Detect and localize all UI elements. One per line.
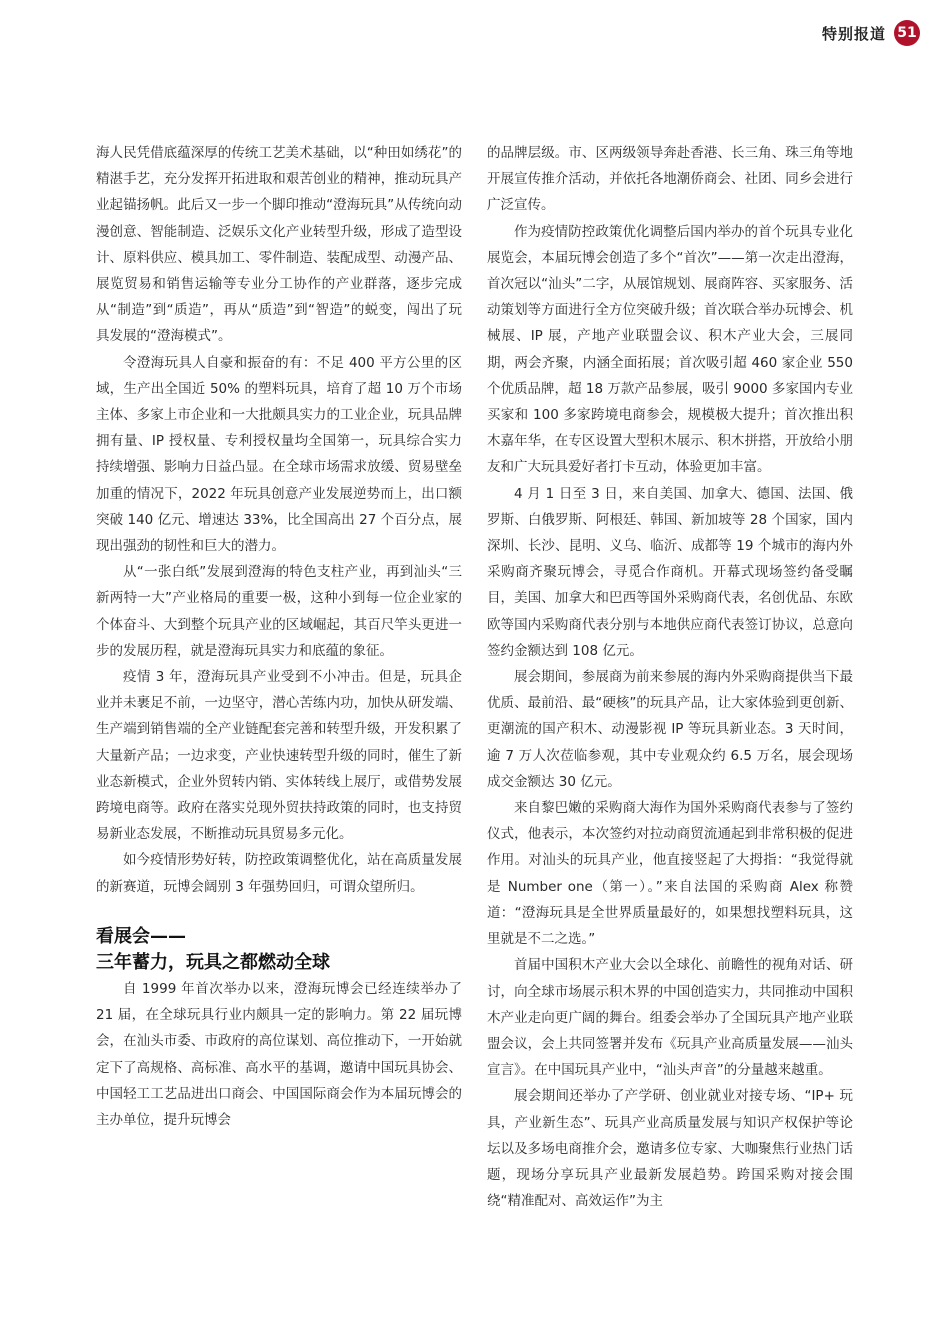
paragraph: 4 月 1 日至 3 日，来自美国、加拿大、德国、法国、俄罗斯、白俄罗斯、阿根廷、韩国、新加坡等 28 个国家，国内深圳、长沙、昆明、义乌、临沂、成都等 19 个城市的海内外采购商齐聚玩博会，寻觅合作商机。开幕式现场签约备受瞩目，美国、加拿大和巴西等国外采购商代表，名创优品、东欧欧等国内采购商代表分别与本地供应商代表签订协议，总意向签约金额达到 108 亿元。 [487,485,853,659]
paragraph: 从“一张白纸”发展到澄海的特色支柱产业，再到汕头“三新两特一大”产业格局的重要一极，这种小到每一位企业家的个体奋斗、大到整个玩具产业的区域崛起，其百尺竿头更进一步的发展历程，就是澄海玩具实力和底蕴的象征。 [96,564,462,659]
section-title: 特别报道 [821,24,886,43]
paragraph: 自 1999 年首次举办以来，澄海玩博会已经连续举办了 21 届，在全球玩具行业内颇具一定的影响力。第 22 届玩博会，在汕头市委、市政府的高位谋划、高位推动下，一开始就定下了高规格、高标准、高水平的基调，邀请中国玩具协会、中国轻工工艺品进出口商会、中国国际商会作为本届玩博会的主办单位，提升玩博会 [96,980,462,1128]
paragraph: 作为疫情防控政策优化调整后国内举办的首个玩具专业化展览会，本届玩博会创造了多个“首次”——第一次走出澄海，首次冠以“汕头”二字，从展馆规划、展商阵容、买家服务、活动策划等方面进行全方位突破升级；首次联合举办玩博会、机械展、IP 展，产地产业联盟会议、积木产业大会，三展同期，两会齐聚，内涵全面拓展；首次吸引超 460 家企业 550 个优质品牌，超 18 万款产品参展，吸引 9000 多家国内专业买家和 100 多家跨境电商参会，规模极大提升；首次推出积木嘉年华，在专区设置大型积木展示、积木拼搭，开放给小朋友和广大玩具爱好者打卡互动，体验更加丰富。 [487,223,853,476]
paragraph: 如今疫情形势好转，防控政策调整优化，站在高质量发展的新赛道，玩博会阔别 3 年强势回归，可谓众望所归。 [96,852,462,895]
paragraph: 令澄海玩具人自豪和振奋的有：不足 400 平方公里的区域，生产出全国近 50% 的塑料玩具，培育了超 10 万个市场主体、多家上市企业和一大批颇具实力的工业企业，玩具品牌拥有量、IP 授权量、专利授权量均全国第一，玩具综合实力持续增强、影响力日益凸显。在全球市场需求放缓、贸易壁垒加重的情况下，2022 年玩具创意产业发展逆势而上，出口额突破 140 亿元、增速达 33%，比全国高出 27 个百分点，展现出强劲的韧性和巨大的潜力。 [96,354,462,555]
section-subheading [96,924,462,976]
page-number-badge: 51 [894,20,920,46]
paragraph: 展会期间还举办了产学研、创业就业对接专场、“IP+ 玩具，产业新生态”、玩具产业高质量发展与知识产权保护等论坛以及多场电商推介会，邀请多位专家、大咖聚焦行业热门话题，现场分享玩具产业最新发展趋势。跨国采购对接会围绕“精准配对、高效运作”为主 [487,1088,853,1210]
right-column [487,140,853,1214]
paragraph: 疫情 3 年，澄海玩具产业受到不小冲击。但是，玩具企业并未裹足不前，一边坚守，潜心苦练内功，加快从研发端、生产端到销售端的全产业链配套完善和转型升级，开发积累了大量新产品；一边求变，产业快速转型升级的同时，催生了新业态新模式，企业外贸转内销、实体转线上展厅，或借势发展跨境电商等。政府在落实兑现外贸扶持政策的同时，也支持贸易新业态发展，不断推动玩具贸易多元化。 [96,669,462,843]
subheading-line-2: 三年蓄力，玩具之都燃动全球 [96,951,330,973]
page-header [822,18,920,48]
subheading-line-1: 看展会—— [96,925,186,947]
paragraph: 海人民凭借底蕴深厚的传统工艺美术基础，以“种田如绣花”的精湛手艺，充分发挥开拓进取和艰苦创业的精神，推动玩具产业起锚扬帆。此后又一步一个脚印推动“澄海玩具”从传统向动漫创意、智能制造、泛娱乐文化产业转型升级，形成了造型设计、原料供应、模具加工、零件制造、装配成型、动漫产品、展览贸易和销售运输等专业分工协作的产业群落，逐步完成从“制造”到“质造”，再从“质造”到“智造”的蜕变，闯出了玩具发展的“澄海模式”。 [96,145,462,345]
paragraph: 展会期间，参展商为前来参展的海内外采购商提供当下最优质、最前沿、最“硬核”的玩具产品，让大家体验到更创新、更潮流的国产积木、动漫影视 IP 等玩具新业态。3 天时间，逾 7 万人次莅临参观，其中专业观众约 6.5 万名，展会现场成交金额达 30 亿元。 [487,669,853,790]
paragraph: 来自黎巴嫩的采购商大海作为国外采购商代表参与了签约仪式，他表示，本次签约对拉动商贸流通起到非常积极的促进作用。对汕头的玩具产业，他直接竖起了大拇指：“我觉得就是 Number one（第一）。”来自法国的采购商 Alex 称赞道：“澄海玩具是全世界质量最好的，如果想找塑料玩具，这里就是不二之选。” [487,800,853,948]
left-column [96,140,462,1133]
paragraph: 的品牌层级。市、区两级领导奔赴香港、长三角、珠三角等地开展宣传推介活动，并依托各地潮侨商会、社团、同乡会进行广泛宣传。 [487,145,853,214]
paragraph: 首届中国积木产业大会以全球化、前瞻性的视角对话、研讨，向全球市场展示积木界的中国创造实力，共同推动中国积木产业走向更广阔的舞台。组委会举办了全国玩具产地产业联盟会议，会上共同签署并发布《玩具产业高质量发展——汕头宣言》。在中国玩具产业中，“汕头声音”的分量越来越重。 [487,957,853,1079]
